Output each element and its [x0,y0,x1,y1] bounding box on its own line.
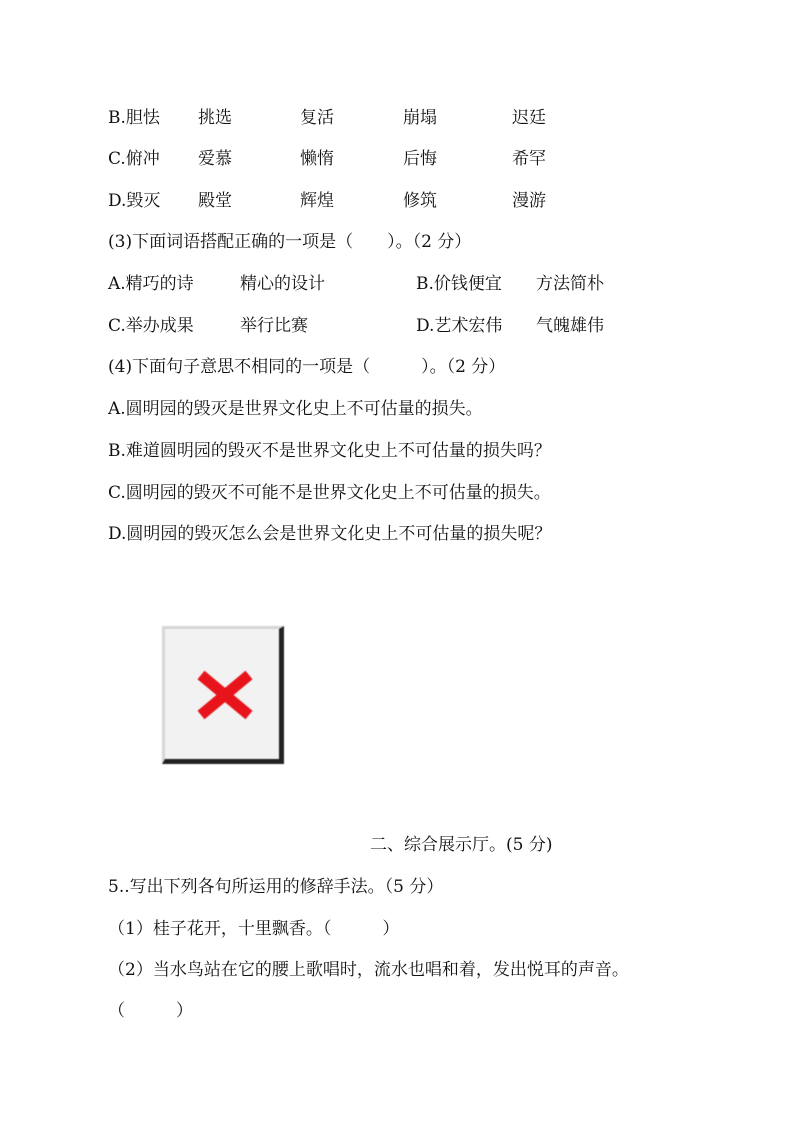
q3-option-d-1: D.艺术宏伟 [416,316,503,336]
option-word: 迟廷 [512,108,546,128]
section-2-title: 二、综合展示厅。(5 分) [370,835,553,855]
option-word: 复活 [300,108,334,128]
option-word: 辉煌 [300,191,334,211]
q4-option-a: A.圆明园的毁灭是世界文化史上不可估量的损失。 [108,399,483,419]
option-word: 挑选 [198,108,232,128]
option-word: 爱慕 [198,149,232,169]
q3-option-a-2: 精心的设计 [240,274,325,294]
option-c-label: C.俯冲 [108,149,160,169]
question-3-stem: (3)下面词语搭配正确的一项是（ ）。（2 分） [108,232,472,252]
q3-option-b-1: B.价钱便宜 [416,274,502,294]
q5-item-2-blank: （ ） [108,1001,193,1021]
q3-option-a-1: A.精巧的诗 [108,274,194,294]
q3-option-d-2: 气魄雄伟 [536,316,604,336]
option-word: 漫游 [512,191,546,211]
q3-option-b-2: 方法简朴 [536,274,604,294]
q4-option-b: B.难道圆明园的毁灭不是世界文化史上不可估量的损失吗？ [108,441,551,461]
option-word: 崩塌 [403,108,437,128]
q5-item-1: （1）桂子花开，十里飘香。（ ） [108,919,400,939]
option-b-label: B.胆怯 [108,108,160,128]
q4-option-c: C.圆明园的毁灭不可能不是世界文化史上不可估量的损失。 [108,483,551,503]
q4-option-d: D.圆明园的毁灭怎么会是世界文化史上不可估量的损失呢？ [108,524,552,544]
option-word: 希罕 [512,149,546,169]
option-word: 殿堂 [198,191,232,211]
q3-option-c-1: C.举办成果 [108,316,194,336]
broken-image-placeholder [162,626,284,764]
option-word: 后悔 [403,149,437,169]
question-4-stem: (4)下面句子意思不相同的一项是（ ）。（2 分） [108,357,506,377]
q5-item-2: （2）当水鸟站在它的腰上歌唱时，流水也唱和着，发出悦耳的声音。 [108,960,629,980]
question-5-stem: 5..写出下列各句所运用的修辞手法。（5 分） [108,877,444,897]
q3-option-c-2: 举行比赛 [240,316,308,336]
option-d-label: D.毁灭 [108,191,161,211]
broken-image-icon [195,669,255,721]
option-word: 懒惰 [300,149,334,169]
option-word: 修筑 [403,191,437,211]
